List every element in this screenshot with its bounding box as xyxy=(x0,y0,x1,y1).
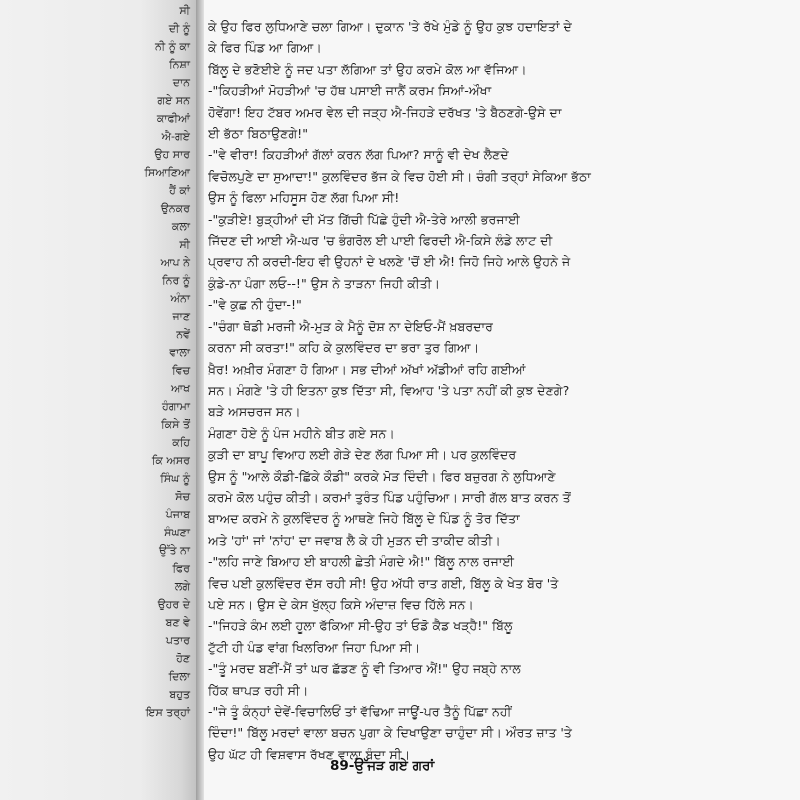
left-page-fragment: ਕਾਫੀਆਂ xyxy=(156,112,190,125)
text-line: ਕੇ ਫਿਰ ਪਿੰਡ ਆ ਗਿਆ। xyxy=(208,40,322,56)
left-page-fragment: ਦੀ ਨੂੰ xyxy=(168,22,190,35)
left-page-fragment: ਸਿੰਘ ਨੂੰ xyxy=(160,472,190,485)
left-page-fragment: ਬਹੁਤ xyxy=(169,688,190,701)
left-page-fragment: ਹੋਣ xyxy=(176,652,190,665)
left-page-fragment: ਹੰਗਾਮਾ xyxy=(162,400,190,413)
left-page-fragment: ਦਾਨ xyxy=(172,76,190,89)
left-page-fragment: ਸੀ xyxy=(179,238,190,251)
text-line: ਉਸ ਨੂੰ "ਆਲੇ ਕੌਡੀ-ਛਿੱਕੇ ਕੌਡੀ" ਕਰਕੇ ਮੋੜ ਦਿੰਦੀ। ਫਿਰ ਬਜ਼ੁਰਗ ਨੇ ਲੁਧਿਆਣੇ xyxy=(208,468,556,484)
text-line: ਕਰਮੇ ਕੋਲ ਪਹੁੰਚ ਕੀਤੀ। ਕਰਮਾਂ ਤੁਰੰਤ ਪਿੰਡ ਪਹੁੰਚਿਆ। ਸਾਰੀ ਗੱਲ ਬਾਤ ਕਰਨ ਤੋਂ xyxy=(208,489,571,505)
left-page-fragment: ਗਏ ਸਨ xyxy=(157,94,190,107)
text-line: ਵਿਚ ਪਈ ਕੁਲਵਿੰਦਰ ਦੱਸ ਰਹੀ ਸੀ! ਉਹ ਅੱਧੀ ਰਾਤ ਗਈ, ਬਿੱਲੂ ਕੇ ਖੇਤ ਬੋਰ 'ਤੇ xyxy=(208,575,559,591)
text-line: ਉਹ ਘੱਟ ਹੀ ਵਿਸ਼ਵਾਸ ਰੱਖਣ ਵਾਲਾ ਬੰਦਾ ਸੀ। xyxy=(208,746,411,762)
left-page-fragment: ਕਿਸੇ ਤੋਂ xyxy=(161,418,190,431)
text-line: -"ਚੰਗਾ ਥੋਡੀ ਮਰਜੀ ਐ-ਮੁੜ ਕੇ ਮੈਨੂੰ ਦੋਸ਼ ਨਾ ਦੇਇਓ-ਮੈਂ ਖ਼ਬਰਦਾਰ xyxy=(208,318,493,334)
left-page-fragment: ਪੰਜਾਬ xyxy=(165,508,190,521)
left-page-fragment: ਹੈਂ ਕਾਂ xyxy=(169,184,190,197)
text-line: ਕੁੰਡੇ-ਨਾ ਪੰਗਾ ਲਓ--!" ਉਸ ਨੇ ਤਾੜਨਾ ਜਿਹੀ ਕੀਤੀ। xyxy=(208,275,441,291)
left-page-fragment: ਨੀ ਨੂੰ ਕਾ xyxy=(155,40,190,53)
text-line: ਮੰਗਣਾ ਹੋਏ ਨੂੰ ਪੰਜ ਮਹੀਨੇ ਬੀਤ ਗਏ ਸਨ। xyxy=(208,425,395,441)
left-page-fragment: ਆਪ ਨੇ xyxy=(160,256,190,269)
text-line: -"ਵੇ ਵੀਰਾ! ਕਿਹੜੀਆਂ ਗੱਲਾਂ ਕਰਨ ਲੱਗ ਪਿਆ? ਸਾਨੂੰ ਵੀ ਦੇਖ ਲੈਣਦੇ xyxy=(208,147,509,163)
left-page-fragment: ਲਗੇ xyxy=(174,580,190,593)
text-line: ਕੁੜੀ ਦਾ ਬਾਪੂ ਵਿਆਹ ਲਈ ਗੇੜੇ ਦੇਣ ਲੱਗ ਪਿਆ ਸੀ। ਪਰ ਕੁਲਵਿੰਦਰ xyxy=(208,447,517,463)
text-line: -"ਜਿਹੜੇ ਕੰਮ ਲਈ ਹੂਲਾ ਫੱਕਿਆ ਸੀ-ਉਹ ਤਾਂ ਓਡੋ ਕੈਡ ਖੜ੍ਹੈ!" ਬਿੱਲੂ xyxy=(208,618,513,634)
left-page-fragment: ਜਾਣ xyxy=(172,310,190,323)
left-page xyxy=(0,0,200,800)
text-line: ਦਿੰਦਾ!" ਬਿੱਲੂ ਮਰਦਾਂ ਵਾਲਾ ਬਚਨ ਪੁਗਾ ਕੇ ਦਿਖਾਉਣਾ ਚਾਹੁੰਦਾ ਸੀ। ਔਰਤ ਜ਼ਾਤ 'ਤੇ xyxy=(208,725,572,741)
left-page-fragment: ਅੰਨਾ xyxy=(170,292,190,305)
left-page-fragment: ਆਖ xyxy=(171,382,190,395)
page-text xyxy=(208,16,628,765)
text-line: ਪ੍ਰਵਾਹ ਨੀ ਕਰਦੀ-ਇਹ ਵੀ ਉਹਨਾਂ ਦੇ ਖਲਣੇ 'ਚੋਂ ਈ ਐ! ਜਿਹੋ ਜਿਹੇ ਆਲੇ ਉਹਨੇ ਜੇ xyxy=(208,254,571,270)
text-line: ਉਸ ਨੂੰ ਫਿਲਾ ਮਹਿਸੂਸ ਹੋਣ ਲੱਗ ਪਿਆ ਸੀ! xyxy=(208,190,400,206)
text-line: ਜਿੱਦਣ ਦੀ ਆਈ ਐ-ਘਰ 'ਚ ਭੰਗਰੋਲ ਈ ਪਾਈ ਫਿਰਦੀ ਐ-ਕਿਸੇ ਲੰਡੇ ਲਾਟ ਦੀ xyxy=(208,233,553,249)
text-line: -"ਤੂੰ ਮਰਦ ਬਣੀਂ-ਮੈਂ ਤਾਂ ਘਰ ਛੱਡਣ ਨੂੰ ਵੀ ਤਿਆਰ ਐਂ!" ਉਹ ਜਬ੍ਹੇ ਨਾਲ xyxy=(208,661,521,677)
left-page-fragment: ਉਹ ਸਾਰ xyxy=(154,148,190,161)
left-page-fragment: ਦਿਲਾ xyxy=(168,670,190,683)
text-line: -"ਲਹਿ ਜਾਣੇ ਬਿਆਹ ਈ ਬਾਹਲੀ ਛੇਤੀ ਮੰਗਦੇ ਐ!" ਬਿੱਲੂ ਨਾਲ ਰਜਾਈ xyxy=(208,554,515,570)
text-line: -"ਵੇ ਕੁਛ ਨੀ ਹੁੰਦਾ-!" xyxy=(208,297,302,313)
left-page-fragment: ਫਿਰ xyxy=(172,562,190,575)
left-page-fragment: ਵਾਲਾ xyxy=(169,346,190,359)
text-line: ਹਿੱਕ ਥਾਪੜ ਰਹੀ ਸੀ। xyxy=(208,682,309,698)
text-line: ਬੜੇ ਅਸਚਰਜ ਸਨ। xyxy=(208,404,301,420)
text-line: ਟੁੱਟੀ ਹੀ ਪੰਡ ਵਾਂਗ ਖਿਲਰਿਆ ਜਿਹਾ ਪਿਆ ਸੀ। xyxy=(208,639,421,655)
left-page-fragment: ਕਲਾ xyxy=(171,220,190,233)
right-page xyxy=(204,0,800,800)
left-page-fragment: ਉੱਤੇ ਨਾ xyxy=(159,544,190,557)
text-line: ਬਿੱਲੂ ਦੇ ਭਣੋਈਏ ਨੂੰ ਜਦ ਪਤਾ ਲੱਗਿਆ ਤਾਂ ਉਹ ਕਰਮੇ ਕੋਲ ਆ ਵੱਜਿਆ। xyxy=(208,61,527,77)
text-line: -"ਕੁੜੀਏ! ਬੁੜ੍ਹੀਆਂ ਦੀ ਮੱਤ ਗਿੱਚੀ ਪਿੱਛੇ ਹੁੰਦੀ ਐ-ਤੇਰੇ ਆਲੀ ਭਰਜਾਈ xyxy=(208,211,520,227)
left-page-fragment: ਨਿਰ ਨੂੰ xyxy=(162,274,190,287)
text-line: ਕਰਨਾ ਸੀ ਕਰਤਾ!" ਕਹਿ ਕੇ ਕੁਲਵਿੰਦਰ ਦਾ ਭਰਾ ਤੁਰ ਗਿਆ। xyxy=(208,340,480,356)
text-line: ਸਨ। ਮੰਗਣੇ 'ਤੇ ਹੀ ਇਤਨਾ ਕੁਝ ਦਿੱਤਾ ਸੀ, ਵਿਆਹ 'ਤੇ ਪਤਾ ਨਹੀਂ ਕੀ ਕੁਝ ਦੇਣਗੇ? xyxy=(208,382,570,398)
text-line: ਹੋਵੇਂਗਾ! ਇਹ ਟੱਬਰ ਅਮਰ ਵੇਲ ਦੀ ਜੜ੍ਹ ਐ-ਜਿਹੜੇ ਦਰੱਖਤ 'ਤੇ ਬੈਠਣਗੇ-ਉਸੇ ਦਾ xyxy=(208,104,562,120)
left-page-fragment: ਸੋਚ xyxy=(175,490,190,503)
left-page-fragment: ਕਹਿ xyxy=(172,436,190,449)
left-page-fragment: ਕਿ ਅਸਰ xyxy=(151,454,190,467)
text-line: ਈ ਭੱਠਾ ਬਿਠਾਉਣਗੇ!" xyxy=(208,126,308,142)
text-line: ਖ਼ੈਰ! ਅਖ਼ੀਰ ਮੰਗਣਾ ਹੋ ਗਿਆ। ਸਭ ਦੀਆਂ ਅੱਖਾਂ ਅੱਡੀਆਂ ਰਹਿ ਗਈਆਂ xyxy=(208,361,526,377)
text-line: ਪਏ ਸਨ। ਉਸ ਦੇ ਕੇਸ ਖੁੱਲ੍ਹ ਕਿਸੇ ਅੰਦਾਜ਼ ਵਿਚ ਹਿੱਲੇ ਸਨ। xyxy=(208,596,474,612)
left-page-fragment: ਉਨਕਰ xyxy=(160,202,190,215)
text-line: ਬਾਅਦ ਕਰਮੇ ਨੇ ਕੁਲਵਿੰਦਰ ਨੂੰ ਆਥਣੇ ਜਿਹੇ ਬਿੱਲੂ ਦੇ ਪਿੰਡ ਨੂੰ ਤੋਰ ਦਿੱਤਾ xyxy=(208,511,520,527)
left-page-fragment: ਇਸ ਤਰ੍ਹਾਂ xyxy=(145,706,190,719)
left-page-fragment: ਐ-ਗਏ xyxy=(161,130,190,143)
text-line: ਅਤੇ 'ਹਾਂ' ਜਾਂ 'ਨਾਂਹ' ਦਾ ਜਵਾਬ ਲੈ ਕੇ ਹੀ ਮੁੜਨ ਦੀ ਤਾਕੀਦ ਕੀਤੀ। xyxy=(208,532,501,548)
left-page-fragment: ਵਿਚ xyxy=(172,364,190,377)
text-line: ਕੇ ਉਹ ਫਿਰ ਲੁਧਿਆਣੇ ਚਲਾ ਗਿਆ। ਦੁਕਾਨ 'ਤੇ ਰੱਖੇ ਮੁੰਡੇ ਨੂੰ ਉਹ ਕੁਝ ਹਦਾਇਤਾਂ ਦੇ xyxy=(208,19,572,34)
left-page-fragment: ਨਿਸ਼ਾ xyxy=(169,58,190,71)
left-page-fragment: ਪਤਾਰ xyxy=(165,634,190,647)
left-page-fragment: ਸੰਘਣਾ xyxy=(164,526,190,539)
left-page-fragment: ਉਹਰ ਦੇ xyxy=(157,598,190,611)
left-page-fragment: ਸੀ xyxy=(179,4,190,17)
left-page-fragment: ਨਵੇਂ xyxy=(176,328,190,341)
left-page-fragment: ਸਿਆਣਿਆ xyxy=(144,166,190,179)
text-line: -"ਕਿਹੜੀਆਂ ਮੋਹੜੀਆਂ 'ਚ ਹੱਥ ਪਸਾਈ ਜਾਨੈਂ ਕਰਮ ਸਿਆਂ-ਔਖਾ xyxy=(208,83,492,99)
page-footer: 89-ਉੱਜੜ ਗਏ ਗਰਾਂ xyxy=(330,758,435,774)
text-line: ਵਿਚੋਲਪੁਣੇ ਦਾ ਸੁਆਦਾ!" ਕੁਲਵਿੰਦਰ ਭੱਜ ਕੇ ਵਿਚ ਹੋਈ ਸੀ। ਚੰਗੀ ਤਰ੍ਹਾਂ ਸੇਕਿਆ ਭੱਠਾ xyxy=(208,168,591,184)
text-line: -"ਜੇ ਤੂੰ ਕੰਨ੍ਹਾਂ ਦੇਵੇਂ-ਵਿਚਾਲਿਓਂ ਤਾਂ ਵੱਢਿਆ ਜਾਊਂ-ਪਰ ਤੈਨੂੰ ਪਿੱਛਾ ਨਹੀਂ xyxy=(208,704,512,719)
left-page-fragment: ਬਣ ਵੇ xyxy=(165,616,190,629)
